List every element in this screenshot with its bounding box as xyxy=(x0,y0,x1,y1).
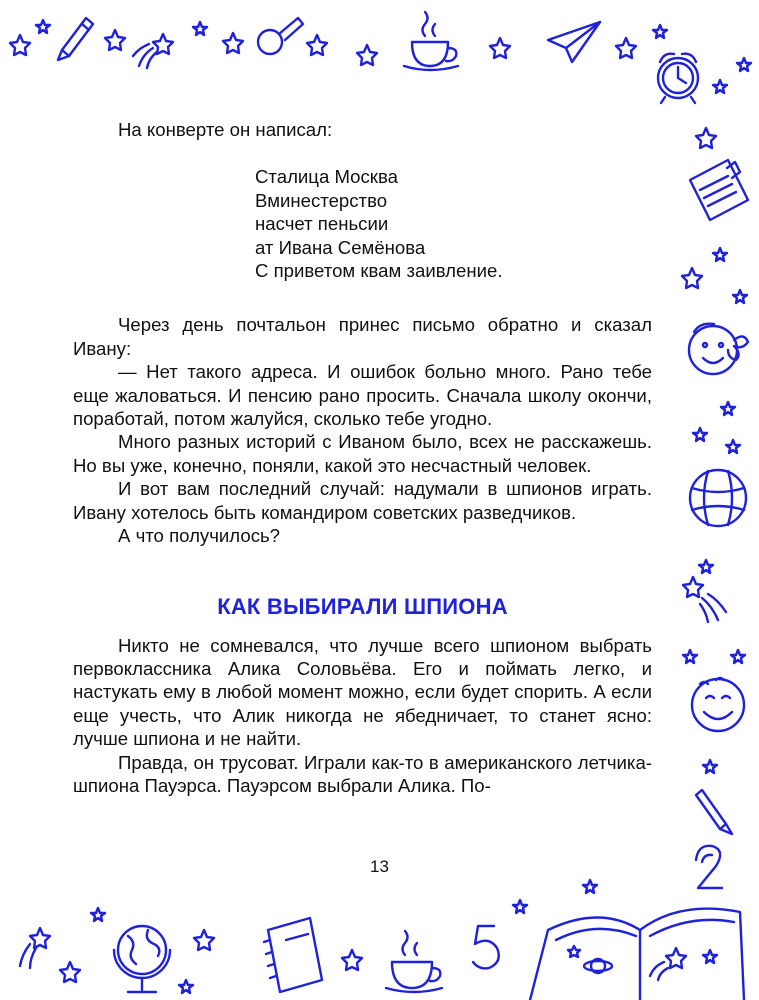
star-icon xyxy=(737,58,751,71)
note-icon xyxy=(690,160,748,220)
shooting-star-icon xyxy=(133,34,173,68)
intro-line: На конверте он написал: xyxy=(118,119,333,140)
paragraph: Много разных историй с Иваном было, всех не расскажешь. Но вы уже, конечно, поняли, какой это несчастный человек. xyxy=(73,431,652,476)
coffee-cup-icon xyxy=(404,12,458,70)
star-icon xyxy=(682,268,702,288)
star-icon xyxy=(307,35,327,55)
paragraph: Через день почтальон принес письмо обратно и сказал Ивану: xyxy=(73,314,652,359)
coffee-cup-icon xyxy=(386,931,442,992)
magnifier-icon xyxy=(258,18,303,54)
star-icon xyxy=(713,248,727,261)
address-line: насчет пеньсии xyxy=(255,213,389,235)
chapter-title: КАК ВЫБИРАЛИ ШПИОНА xyxy=(217,593,508,619)
star-icon xyxy=(721,402,735,415)
star-icon xyxy=(342,950,362,970)
star-icon xyxy=(490,38,510,58)
star-icon xyxy=(703,760,717,773)
address-line: ат Ивана Семёнова xyxy=(255,236,426,258)
star-icon xyxy=(91,908,105,921)
star-icon xyxy=(726,440,740,453)
pen-icon xyxy=(58,18,93,60)
star-icon xyxy=(179,980,193,993)
star-icon xyxy=(36,20,50,33)
address-line: С приветом квам заивление. xyxy=(255,260,503,282)
star-icon xyxy=(193,22,207,35)
star-icon xyxy=(583,880,597,893)
number-five-icon xyxy=(473,926,499,968)
paragraph: И вот вам последний случай: надумали в шпионов играть. Ивану хотелось быть командиром советских разведчиков. xyxy=(73,478,652,523)
paragraph: — Нет такого адреса. И ошибок больно много. Рано тебе еще жаловаться. И пенсию рано просить. Сначала школу окончи, поработай, потом жалуйся, сколько тебе угодно. xyxy=(73,361,652,430)
paragraph: А что получилось? xyxy=(118,525,281,547)
star-icon xyxy=(60,962,80,982)
star-icon xyxy=(513,900,527,913)
envelope-address xyxy=(255,165,652,282)
address-line: Вминестерство xyxy=(255,189,388,211)
star-icon xyxy=(357,45,377,65)
shooting-star-icon xyxy=(20,928,50,968)
smiley-girl-icon xyxy=(689,324,748,374)
star-icon xyxy=(616,38,636,58)
star-icon xyxy=(731,650,745,663)
pen-icon xyxy=(696,790,732,834)
star-icon xyxy=(683,650,697,663)
page-number: 13 xyxy=(370,857,389,876)
shooting-star-icon xyxy=(683,577,726,622)
star-icon xyxy=(105,30,125,50)
globe-icon xyxy=(114,926,170,992)
star-icon xyxy=(194,930,214,950)
paragraph: Никто не сомневался, что лучше всего шпионом выбрать первоклассника Алика Соловьёва. Его и поймать легко, и настукать ему в любой момент можно, если будет спорить. А если еще учесть, что Алик никогда не ябедничает, то станет ясно: лучше шпиона и не найти. xyxy=(73,634,652,750)
star-icon xyxy=(699,560,713,573)
star-icon xyxy=(713,80,727,93)
address-line: Сталица Москва xyxy=(255,166,398,188)
star-icon xyxy=(733,290,747,303)
alarm-clock-icon xyxy=(658,54,698,103)
star-icon xyxy=(696,128,716,148)
star-icon xyxy=(653,25,667,38)
open-book-icon xyxy=(530,909,744,1000)
page-body xyxy=(73,118,652,797)
star-icon xyxy=(10,35,30,55)
star-icon xyxy=(223,33,243,53)
star-icon xyxy=(693,428,707,441)
paragraph: Правда, он трусоват. Играли как-то в американского летчика-шпиона Пауэрса. Пауэрсом выбрали Алика. По- xyxy=(73,751,652,796)
ball-icon xyxy=(690,470,746,526)
smiley-face-icon xyxy=(692,678,744,731)
notebook-icon xyxy=(264,918,322,992)
paper-plane-icon xyxy=(548,22,600,62)
